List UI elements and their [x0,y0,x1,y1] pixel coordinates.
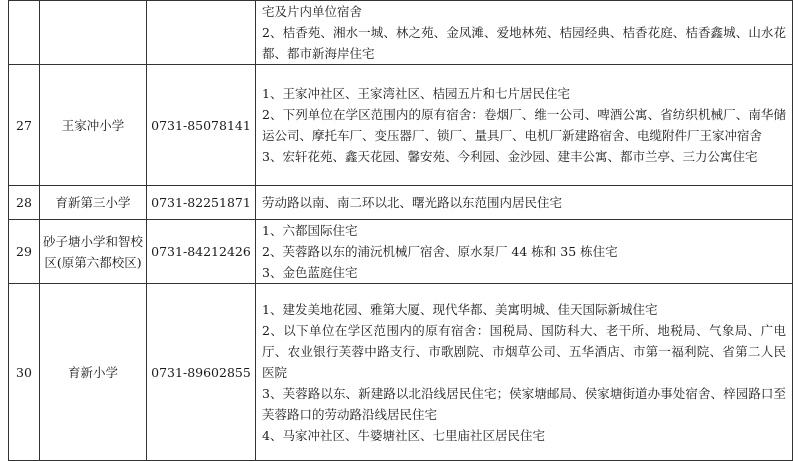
district-line: 宅及片内单位宿舍 [262,4,363,19]
district-line: 劳动路以南、南二环以北、曙光路以东范围内居民住宅 [262,195,563,210]
school-name: 育新小学 [40,284,147,461]
district-line: 4、马家冲社区、牛婆塘社区、七里庙社区居民住宅 [262,427,545,443]
district-description [256,65,793,186]
school-district-table [8,0,793,461]
district-line: 2、下列单位在学区范围内的原有宿舍：卷烟厂、维一公司、啤酒公寓、省纺织机械厂、南华储运公司、摩托车厂、变压器厂、锁厂、量具厂、电机厂新建路宿舍、电缆附件厂王家冲宿舍 [262,107,786,143]
district-description [256,220,793,284]
table-row [9,186,793,220]
district-description [256,284,793,461]
district-line: 2、桔香苑、湘水一城、林之苑、金凤滩、爱地林苑、桔园经典、桔香花庭、桔香鑫城、山水花都、都市新海岸住宅 [262,25,786,61]
school-name [40,1,147,65]
school-name: 王家冲小学 [40,65,147,186]
row-number: 28 [9,186,40,220]
row-number [9,1,40,65]
row-number: 30 [9,284,40,461]
phone-number: 0731-82251871 [147,186,256,220]
row-number: 29 [9,220,40,284]
phone-number: 0731-85078141 [147,65,256,186]
table-row [9,1,793,65]
district-line: 3、宏轩花苑、鑫天花园、馨安苑、今利园、金沙园、建丰公寓、都市兰亭、三力公寓住宅 [262,149,758,164]
school-name: 育新第三小学 [40,186,147,220]
phone-number [147,1,256,65]
district-line: 1、王家冲社区、王家湾社区、桔园五片和七片居民住宅 [262,86,570,101]
phone-number: 0731-89602855 [147,284,256,461]
district-line: 2、芙蓉路以东的浦沅机械厂宿舍、原水泵厂 44 栋和 35 栋住宅 [262,244,618,259]
district-line: 3、金色蓝庭住宅 [262,265,358,280]
district-line: 1、建发美地花园、雅第大厦、现代华都、美寓明城、佳天国际新城住宅 [262,301,658,317]
district-line: 2、以下单位在学区范围内的原有宿舍：国税局、国防科大、老干所、地税局、气象局、广电厅、农业银行芙蓉中路支行、市歌剧院、市烟草公司、五华酒店、市第一福利院、省第二人民医院 [262,322,786,380]
table-row [9,220,793,284]
row-number: 27 [9,65,40,186]
table-row [9,65,793,186]
district-line: 1、六都国际住宅 [262,223,358,238]
school-name: 砂子塘小学和智校区(原第六都校区) [40,220,147,284]
phone-number: 0731-84212426 [147,220,256,284]
table-row [9,284,793,461]
district-description [256,186,793,220]
district-description [256,1,793,65]
district-line: 3、芙蓉路以东、新建路以北沿线居民住宅；侯家塘邮局、侯家塘街道办事处宿舍、梓园路口至芙蓉路口的劳动路沿线居民住宅 [262,385,786,422]
